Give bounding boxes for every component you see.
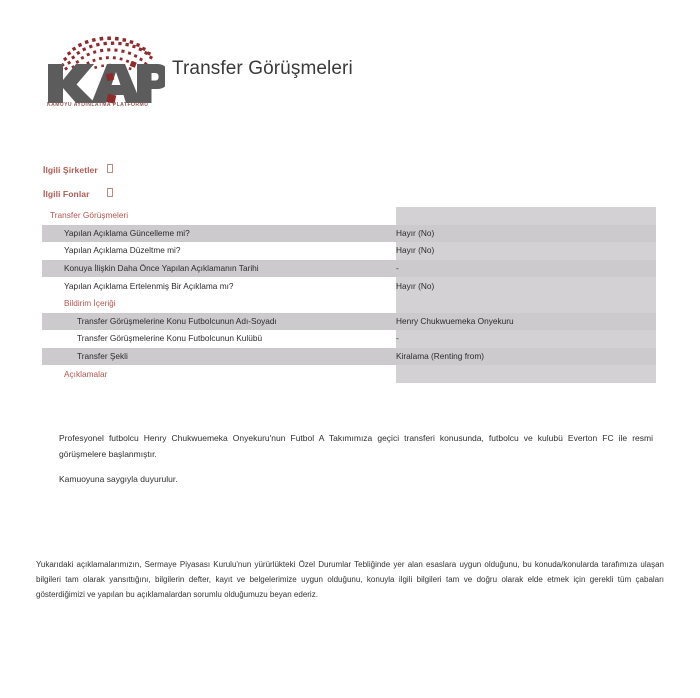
table-row-value: Kiralama (Renting from) (396, 348, 656, 366)
table-row (42, 330, 656, 348)
page-header (0, 0, 700, 140)
related-companies-row[interactable] (43, 164, 113, 175)
table-row-value (396, 295, 656, 313)
table-row (42, 313, 656, 331)
related-funds-glyph-icon (107, 188, 113, 197)
table-row (42, 242, 656, 260)
table-row (42, 348, 656, 366)
related-funds-row[interactable] (43, 188, 113, 199)
related-companies-label: İlgili Şirketler (43, 165, 98, 175)
table-section-label: Transfer Görüşmeleri (42, 207, 396, 225)
related-funds-label: İlgili Fonlar (43, 189, 90, 199)
table-row (42, 365, 656, 383)
kap-logo-wordmark (45, 61, 165, 106)
table-row-label: Transfer Görüşmelerine Konu Futbolcunun Kulübü (42, 330, 396, 348)
table-row (42, 225, 656, 243)
table-row (42, 207, 656, 225)
table-row-label: Yapılan Açıklama Düzeltme mi? (42, 242, 396, 260)
table-row-value: - (396, 330, 656, 348)
table-row-label: Yapılan Açıklama Güncelleme mi? (42, 225, 396, 243)
disclosure-paragraph-1: Profesyonel futbolcu Henry Chukwuemeka Onyekuru'nun Futbol A Takımımıza geçici transferi konusunda, futbolcu ve kulubü Everton FC ile resmi görüşmelere başlanmıştır. (59, 433, 653, 459)
legal-disclaimer: Yukarıdaki açıklamalarımızın, Sermaye Piyasası Kurulu'nun yürürlükteki Özel Durumlar Tebliğinde yer alan esaslara uygun olduğunu, bu konuda/konularda tarafımıza ulaşan bilgileri tam olarak yansıttığını, bilgilerin defter, kayıt ve belgelerimize uygun olduğunu, konuyla ilgili bilgileri tam ve doğru olarak elde etmek için gerekli tüm çabaları gösterdiğimizi ve yapılan bu açıklamalardan sorumlu olduğumuzu beyan ederiz. (36, 560, 664, 599)
table-row-label: Transfer Görüşmelerine Konu Futbolcunun Adı-Soyadı (42, 313, 396, 331)
table-row-label: Yapılan Açıklama Ertelenmiş Bir Açıklama mı? (42, 277, 396, 295)
table-row (42, 277, 656, 295)
table-row-value: - (396, 260, 656, 278)
page-title: Transfer Görüşmeleri (172, 58, 353, 79)
table-row-value (396, 207, 656, 225)
table-row-label: Konuya İlişkin Daha Önce Yapılan Açıklamanın Tarihi (42, 260, 396, 278)
related-companies-glyph-icon (107, 164, 113, 173)
disclosure-table (42, 207, 656, 383)
table-row-value (396, 365, 656, 383)
table-section-label: Açıklamalar (42, 365, 396, 383)
table-row (42, 260, 656, 278)
table-row-value: Hayır (No) (396, 242, 656, 260)
disclosure-paragraph-2: Kamuoyuna saygıyla duyurulur. (59, 474, 178, 484)
table-row-label: Transfer Şekli (42, 348, 396, 366)
table-row-value: Hayır (No) (396, 277, 656, 295)
kap-logo (45, 33, 165, 118)
table-row-value: Henry Chukwuemeka Onyekuru (396, 313, 656, 331)
table-section-label: Bildirim İçeriği (42, 295, 396, 313)
table-row (42, 295, 656, 313)
table-row-value: Hayır (No) (396, 225, 656, 243)
kap-logo-subtitle: KAMUYU AYDINLATMA PLATFORMU (47, 102, 149, 108)
